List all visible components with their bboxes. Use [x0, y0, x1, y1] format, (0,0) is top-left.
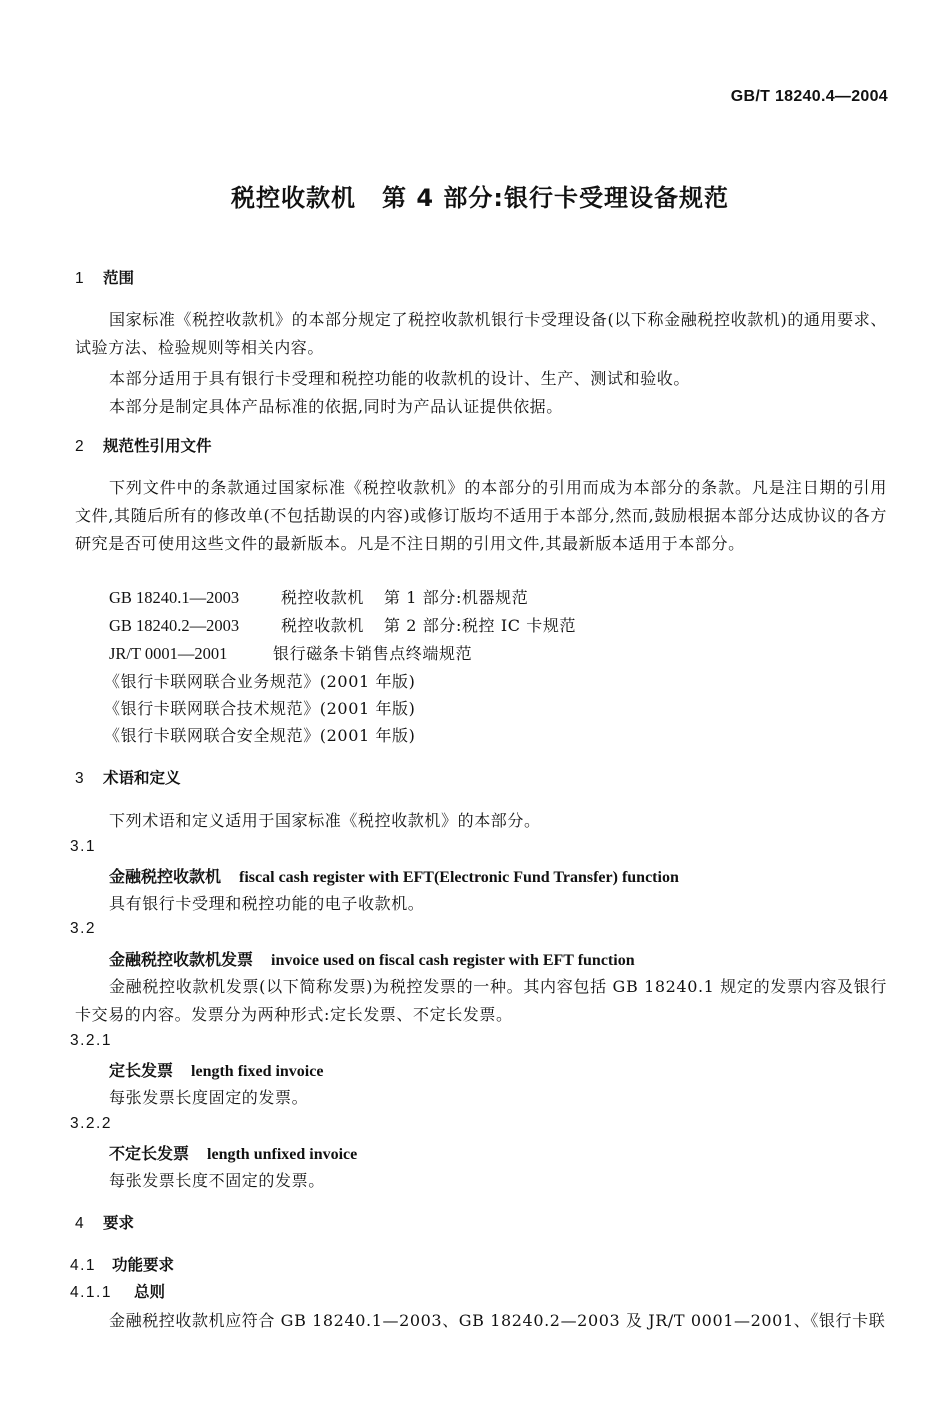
term-english: length fixed invoice: [191, 1063, 324, 1080]
reference-part: 第 1 部分:机器规范: [384, 588, 529, 607]
subsection-number: 4.1: [70, 1257, 97, 1274]
section-1-paragraph-3: 本部分是制定具体产品标准的依据,同时为产品认证提供依据。: [109, 397, 563, 416]
term-definition: 每张发票长度不固定的发票。: [109, 1171, 325, 1190]
term-chinese: 不定长发票: [109, 1144, 190, 1163]
term-chinese: 金融税控收款机: [109, 867, 222, 886]
section-title: 规范性引用文件: [103, 437, 212, 455]
reference-code: GB 18240.1—2003: [109, 588, 240, 607]
term-chinese: 金融税控收款机发票: [109, 950, 254, 969]
section-1-paragraph-1: 国家标准《税控收款机》的本部分规定了税控收款机银行卡受理设备(以下称金融税控收款机)的通用要求、试验方法、检验规则等相关内容。: [75, 310, 887, 357]
section-number: 3: [75, 770, 84, 787]
document-title: [0, 178, 950, 213]
term-english: length unfixed invoice: [207, 1146, 358, 1163]
section-number: 2: [75, 438, 84, 455]
section-4-heading: [75, 1211, 134, 1233]
subsection-4-1-1-heading: [70, 1280, 165, 1302]
reference-item: [109, 641, 472, 664]
term-definition: 具有银行卡受理和税控功能的电子收款机。: [109, 894, 425, 913]
reference-item: 《银行卡联网联合业务规范》(2001 年版): [104, 672, 416, 691]
subsection-4-1-1-text: 金融税控收款机应符合 GB 18240.1—2003、GB 18240.2—2003 及 JR/T 0001—2001、《银行卡联: [109, 1311, 886, 1330]
reference-name: 税控收款机: [281, 616, 365, 635]
section-1-paragraph-2: 本部分适用于具有银行卡受理和税控功能的收款机的设计、生产、测试和验收。: [109, 369, 691, 388]
term-chinese: 定长发票: [109, 1061, 174, 1080]
reference-item: 《银行卡联网联合技术规范》(2001 年版): [104, 699, 416, 718]
clause-number: 3.2.1: [70, 1032, 112, 1049]
term-english: fiscal cash register with EFT(Electronic Fund Transfer) function: [239, 869, 679, 886]
reference-item: 《银行卡联网联合安全规范》(2001 年版): [104, 726, 416, 745]
title-part-b: 第 4 部分:银行卡受理设备规范: [381, 184, 729, 212]
clause-number: 3.2.2: [70, 1115, 112, 1132]
standard-code: GB/T 18240.4—2004: [730, 88, 888, 105]
term-entry: [109, 864, 679, 887]
reference-code: GB 18240.2—2003: [109, 616, 240, 635]
clause-number: 3.2: [70, 920, 97, 937]
section-1-heading: [75, 266, 134, 288]
section-number: 4: [75, 1215, 84, 1232]
term-entry: [109, 1141, 357, 1164]
subsection-title: 功能要求: [112, 1256, 175, 1274]
reference-part: 第 2 部分:税控 IC 卡规范: [384, 616, 577, 635]
subsection-title: 总则: [134, 1283, 166, 1301]
term-definition: 金融税控收款机发票(以下简称发票)为税控发票的一种。其内容包括 GB 18240.1 规定的发票内容及银行卡交易的内容。发票分为两种形式:定长发票、不定长发票。: [75, 977, 887, 1024]
term-entry: [109, 1058, 323, 1081]
section-number: 1: [75, 270, 84, 287]
section-3-intro: 下列术语和定义适用于国家标准《税控收款机》的本部分。: [109, 811, 541, 830]
section-2-heading: [75, 434, 212, 456]
section-title: 范围: [103, 269, 135, 287]
section-3-heading: [75, 766, 181, 788]
reference-item: [109, 585, 528, 608]
reference-name: 银行磁条卡销售点终端规范: [273, 644, 473, 663]
section-title: 要求: [103, 1214, 135, 1232]
title-part-a: 税控收款机: [230, 184, 356, 212]
subsection-number: 4.1.1: [70, 1284, 112, 1301]
reference-code: JR/T 0001—2001: [109, 644, 228, 663]
section-2-intro: 下列文件中的条款通过国家标准《税控收款机》的本部分的引用而成为本部分的条款。凡是注日期的引用文件,其随后所有的修改单(不包括勘误的内容)或修订版均不适用于本部分,然而,鼓励根据本部分达成协议的各方研究是否可使用这些文件的最新版本。凡是不注日期的引用文件,其最新版本适用于本部分。: [75, 478, 887, 553]
section-title: 术语和定义: [103, 769, 181, 787]
term-entry: [109, 947, 635, 970]
clause-number: 3.1: [70, 838, 97, 855]
reference-item: [109, 613, 576, 636]
subsection-4-1-heading: [70, 1253, 174, 1275]
term-english: invoice used on fiscal cash register with EFT function: [271, 952, 635, 969]
reference-name: 税控收款机: [281, 588, 365, 607]
term-definition: 每张发票长度固定的发票。: [109, 1088, 309, 1107]
